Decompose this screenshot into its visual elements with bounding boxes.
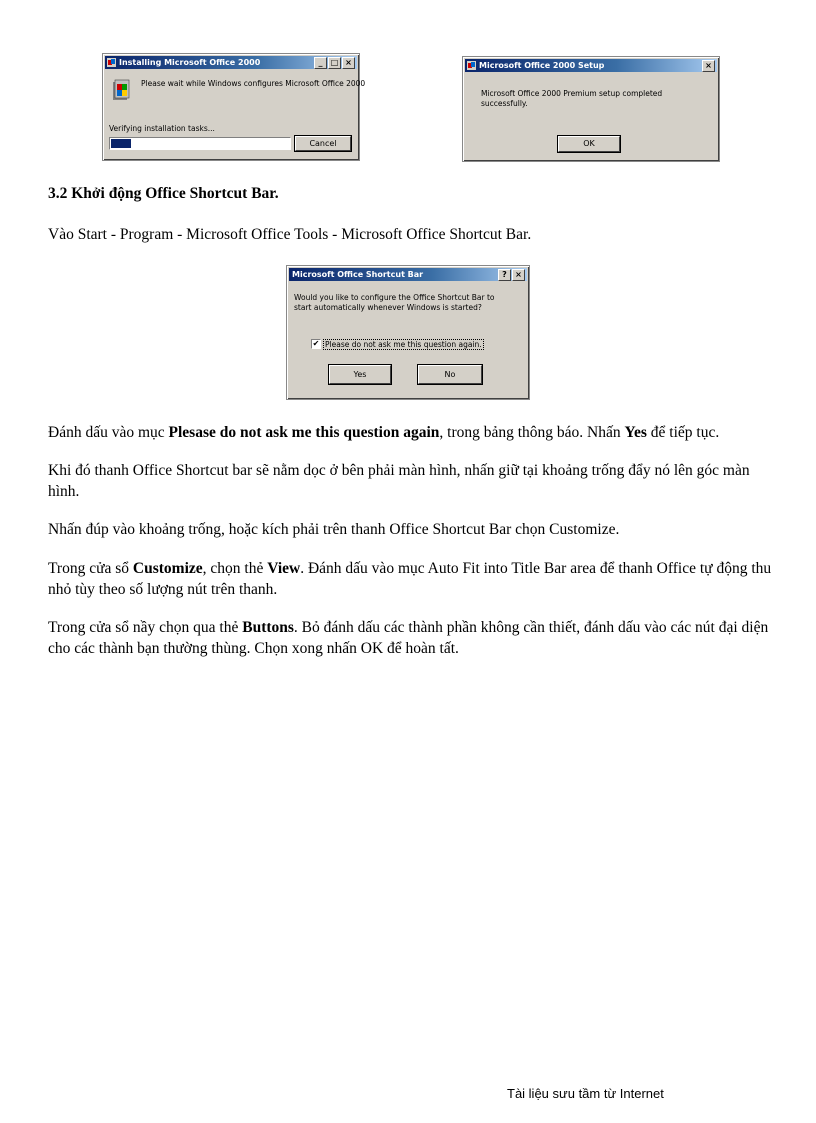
paragraph-check-option [48,422,773,443]
minimize-button[interactable]: _ [314,57,327,69]
installing-dialog [102,53,366,161]
paragraph-buttons-tab [48,617,773,659]
shortcut-question: Would you like to configure the Office Shortcut Bar to start automatically whenever Windows is started? [294,293,495,312]
yes-button[interactable]: Yes [329,365,391,384]
page-footer: Tài liệu sưu tầm từ Internet [507,1086,664,1101]
install-progress-fill [111,139,131,148]
shortcut-bar-dialog [286,265,530,400]
p5-text-c: . Bỏ đánh dấu các thành phần không cần thiết, đánh dấu vào các nút đại diện cho các thành bạn thường thùng. Chọn xong nhấn OK để hoàn tất. [48,619,769,657]
cancel-button[interactable]: Cancel [295,136,351,151]
installing-status: Verifying installation tasks... [109,124,215,133]
ok-button[interactable]: OK [558,136,620,152]
install-progress-bar [109,137,291,150]
section-heading: 3.2 Khởi động Office Shortcut Bar. [48,185,279,202]
setup-complete-dialog [462,56,720,162]
paragraph-shortcut-position: Khi đó thanh Office Shortcut bar sẽ nằm dọc ở bên phải màn hình, nhấn giữ tại khoảng trống đẩy nó lên góc màn hình. [48,462,750,500]
office-setup-icon [467,61,476,70]
installing-message: Please wait while Windows configures Microsoft Office 2000 [141,79,366,88]
p4-text-e: . Đánh dấu vào mục Auto Fit into Title Bar area để thanh Office tự động thu nhỏ tùy theo số lượng nút trên thanh. [48,560,772,598]
close-button[interactable]: × [342,57,355,69]
setup-titlebar [465,59,717,72]
close-button[interactable]: × [702,60,715,72]
p1-text-c: , trong bảng thông báo. Nhấn [439,424,625,441]
help-button[interactable]: ? [498,269,511,281]
paragraph-customize: Nhấn đúp vào khoảng trống, hoặc kích phải trên thanh Office Shortcut Bar chọn Customize. [48,521,620,538]
office-setup-icon [107,58,116,67]
installer-icon [111,78,133,102]
setup-message: Microsoft Office 2000 Premium setup completed successfully. [481,89,663,108]
paragraph-view-tab [48,558,773,600]
p1-yes-word: Yes [624,424,647,441]
p4-text-c: , chọn thẻ [202,560,268,577]
p4-text-a: Trong cửa sổ [48,560,133,577]
setup-title: Microsoft Office 2000 Setup [479,61,605,70]
shortcut-titlebar [289,268,527,281]
section-intro: Vào Start - Program - Microsoft Office Tools - Microsoft Office Shortcut Bar. [48,226,532,243]
p1-text-a: Đánh dấu vào mục [48,424,169,441]
p4-customize-word: Customize [132,560,203,577]
p1-option-name: Plesase do not ask me this question again [168,424,440,441]
shortcut-title: Microsoft Office Shortcut Bar [292,270,424,279]
installing-titlebar [105,56,357,69]
dont-ask-label[interactable]: Please do not ask me this question again. [325,340,482,349]
p1-text-e: để tiếp tục. [646,424,720,441]
dont-ask-checkbox[interactable]: ✔ [312,339,320,348]
p5-buttons-word: Buttons [242,619,294,636]
p4-view-word: View [267,560,301,577]
close-button[interactable]: × [512,269,525,281]
no-button[interactable]: No [418,365,482,384]
maximize-button[interactable]: □ [328,57,341,69]
installing-title: Installing Microsoft Office 2000 [119,58,261,67]
p5-text-a: Trong cửa sổ nầy chọn qua thẻ [48,619,243,636]
